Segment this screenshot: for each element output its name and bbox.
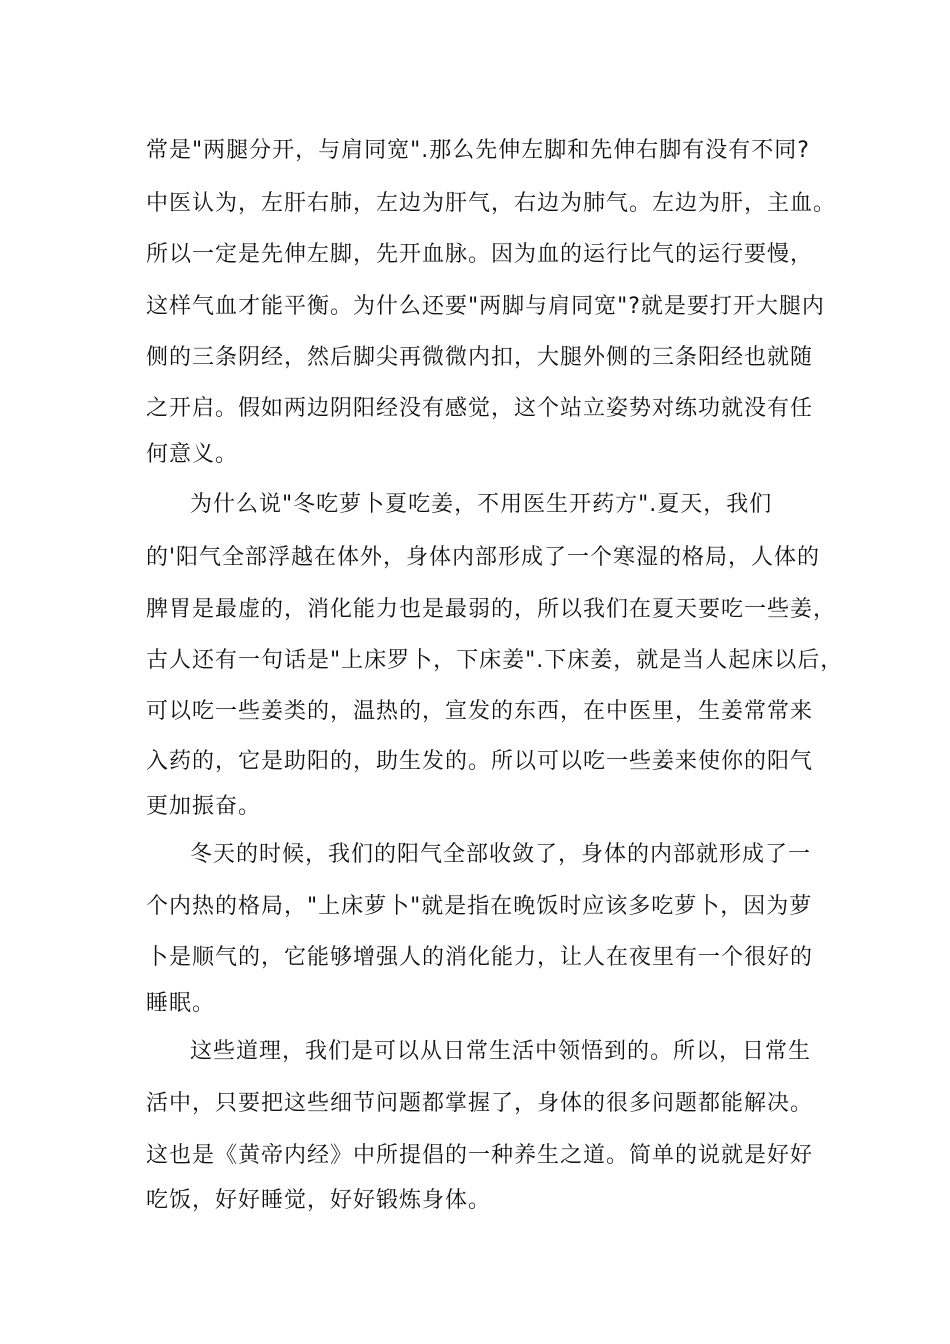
text-line: 脾胃是最虚的，消化能力也是最弱的，所以我们在夏天要吃一些姜， [146, 597, 837, 622]
text-line: 的'阳气全部浮越在体外，身体内部形成了一个寒湿的格局，人体的 [146, 545, 821, 570]
text-line: 所以一定是先伸左脚，先开血脉。因为血的运行比气的运行要慢， [146, 242, 814, 267]
paragraph-first-line: 冬天的时候，我们的阳气全部收敛了，身体的内部就形成了一 [190, 842, 812, 867]
text-line: 这也是《黄帝内经》中所提倡的一种养生之道。简单的说就是好好 [146, 1143, 814, 1168]
text-line: 入药的，它是助阳的，助生发的。所以可以吃一些姜来使你的阳气 [146, 749, 814, 774]
text-line: 何意义。 [146, 442, 239, 467]
text-line: 卜是顺气的，它能够增强人的消化能力，让人在夜里有一个很好的 [146, 945, 814, 970]
text-line: 可以吃一些姜类的，温热的，宣发的东西，在中医里，生姜常常来 [146, 699, 814, 724]
text-line: 这样气血才能平衡。为什么还要"两脚与肩同宽"?就是要打开大腿内 [146, 294, 825, 319]
text-line: 常是"两腿分开，与肩同宽".那么先伸左脚和先伸右脚有没有不同? [146, 138, 810, 163]
text-line: 古人还有一句话是"上床罗卜，下床姜".下床姜，就是当人起床以后， [146, 648, 844, 673]
text-line: 侧的三条阴经，然后脚尖再微微内扣，大腿外侧的三条阳经也就随 [146, 345, 814, 370]
text-line: 更加振奋。 [146, 794, 262, 819]
text-line: 个内热的格局，"上床萝卜"就是指在晚饭时应该多吃萝卜，因为萝 [146, 894, 813, 919]
text-line: 中医认为，左肝右肺，左边为肝气，右边为肺气。左边为肝，主血。 [146, 191, 837, 216]
paragraph-first-line: 这些道理，我们是可以从日常生活中领悟到的。所以，日常生 [190, 1039, 812, 1064]
text-line: 之开启。假如两边阴阳经没有感觉，这个站立姿势对练功就没有任 [146, 396, 814, 421]
paragraph-first-line: 为什么说"冬吃萝卜夏吃姜，不用医生开药方".夏天，我们 [190, 492, 773, 517]
text-line: 睡眠。 [146, 991, 216, 1016]
text-line: 活中，只要把这些细节问题都掌握了，身体的很多问题都能解决。 [146, 1091, 814, 1116]
text-line: 吃饭，好好睡觉，好好锻炼身体。 [146, 1188, 492, 1213]
